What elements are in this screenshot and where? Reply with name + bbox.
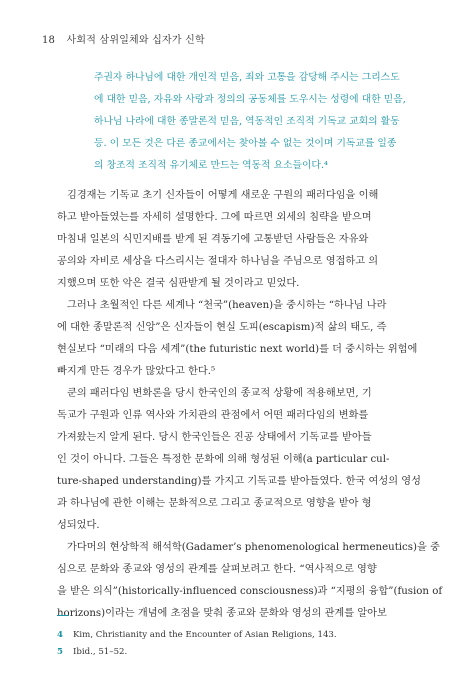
body-line: 가다머의 현상학적 해석학(Gadamer’s phenomenological hermeneutics)을 중 xyxy=(67,542,440,553)
quote-line: 의 창조적 조직적 유기체로 만드는 역동적 요소들이다.⁴ xyxy=(94,160,328,171)
quote-line: 등. 이 모든 것은 다른 종교에서는 찾아볼 수 없는 것이며 기독교를 일종 xyxy=(94,138,397,149)
body-line: horizons)이라는 개념에 초점을 맞춰 종교와 문화와 영성의 관계를 알아보 xyxy=(57,608,387,619)
running-header xyxy=(42,31,205,46)
running-title: 사회적 삼위일체와 십자가 신학 xyxy=(66,35,205,46)
body-text xyxy=(57,185,443,625)
body-line: 하고 받아들였는를 자세히 설명한다. 그에 따르면 외세의 침략을 받으며 xyxy=(57,212,372,223)
body-line: 마침내 일본의 식민지배를 받게 된 격동기에 고통받던 사람들은 자유와 xyxy=(57,234,369,245)
quote-line: 하나님 나라에 대한 종말론적 믿음, 역동적인 조직적 기독교 교회의 활동 xyxy=(94,116,400,127)
body-line: 과 하나님에 관한 이해는 문화적으로 그리고 종교적으로 영향을 받아 형 xyxy=(57,498,372,509)
quote-line: 에 대한 믿음, 자유와 사랑과 정의의 공동체를 도우시는 성령에 대한 믿음, xyxy=(94,94,406,105)
footnote-divider xyxy=(57,615,69,616)
footnote xyxy=(57,627,429,644)
block-quote xyxy=(94,67,428,177)
body-line: 인 것이 아니다. 그들은 특정한 문화에 의해 형성된 이해(a particular cul- xyxy=(57,454,390,465)
body-line: 빠지게 만든 경우가 많았다고 한다.⁵ xyxy=(57,366,216,377)
page-number: 18 xyxy=(42,35,56,46)
body-line: 심으로 문화와 종교와 영성의 관계를 살펴보려고 한다. “역사적으로 영향 xyxy=(57,564,377,575)
footnotes xyxy=(57,627,429,661)
quote-line: 주권자 하나님에 대한 개인적 믿음, 죄와 고통을 감당해 주시는 그리스도 xyxy=(94,72,400,83)
footnote-text: Ibid., 51–52. xyxy=(73,647,128,657)
body-line: 에 대한 종말론적 신앙”은 신자들이 현실 도피(escapism)적 삶의 태도, 즉 xyxy=(57,322,387,333)
body-line: 그러나 초월적인 다른 세계나 “천국”(heaven)을 중시하는 “하나님 나라 xyxy=(67,300,387,311)
body-line: ture-shaped understanding)를 가지고 기독교를 받아들였다. 한국 여성의 영성 xyxy=(57,476,421,487)
body-line: 성되었다. xyxy=(57,520,100,531)
footnote-number: 5 xyxy=(57,647,63,657)
footnote-text: Kim, Christianity and the Encounter of Asian Religions, 143. xyxy=(73,630,337,640)
footnote xyxy=(57,644,429,661)
body-line: 쿤의 패러다임 변화론을 당시 한국인의 종교적 상황에 적용해보면, 기 xyxy=(67,388,372,399)
body-line: 공의와 자비로 세상을 다스리시는 절대자 하나님을 주님으로 영접하고 의 xyxy=(57,256,379,267)
body-line: 가져왔는지 알게 된다. 당시 한국인들은 진공 상태에서 기독교를 받아들 xyxy=(57,432,372,443)
body-line: 독교가 구원과 인류 역사와 가치관의 관점에서 어떤 패러다임의 변화를 xyxy=(57,410,369,421)
body-line: 지했으며 또한 악은 결국 심판받게 될 것이라고 믿었다. xyxy=(57,278,300,289)
body-line: 김경재는 기독교 초기 신자들이 어떻게 새로운 구원의 패러다임을 이해 xyxy=(67,190,379,201)
footnote-number: 4 xyxy=(57,630,63,640)
body-line: 현실보다 “미래의 다음 세계”(the futuristic next world)를 더 중시하는 위험에 xyxy=(57,344,418,355)
body-line: 을 받은 의식”(historically-influenced consciousness)과 “지평의 융합”(fusion of xyxy=(57,586,443,597)
